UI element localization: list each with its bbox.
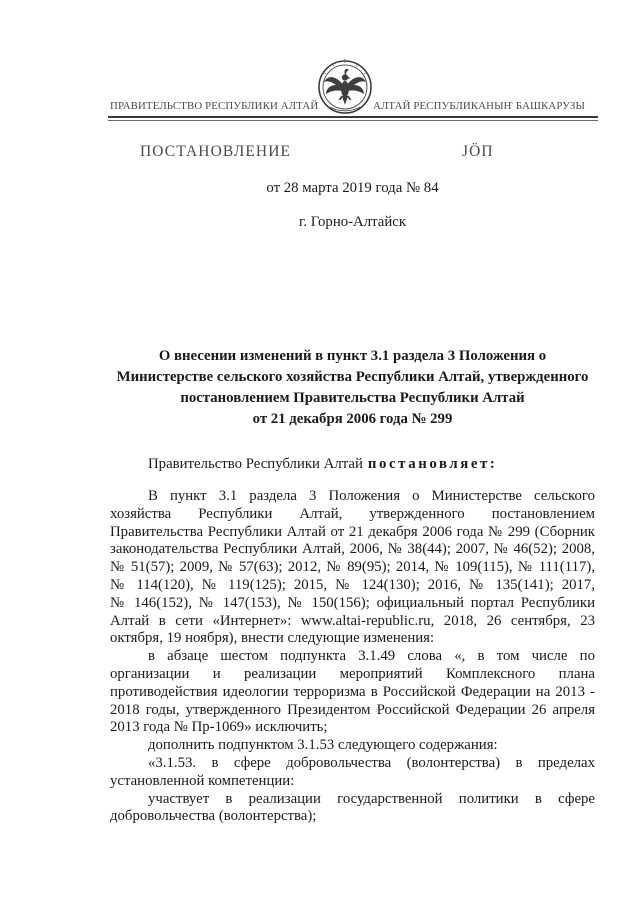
preamble <box>148 455 497 473</box>
text-line: установленной компетенции: <box>110 772 295 789</box>
text-line: № 146(152), № 147(153), № 150(156); официальный портал Республики <box>110 594 595 611</box>
header-rule-thin <box>108 120 598 121</box>
text-line: хозяйства Республики Алтай, утвержденного постановлением <box>110 505 595 522</box>
text-line: Правительства Республики Алтай от 21 декабря 2006 года № 299 (Сборник <box>110 523 595 540</box>
document-city: г. Горно-Алтайск <box>298 214 407 230</box>
paragraph <box>110 755 595 791</box>
document-title <box>110 346 595 430</box>
paragraph <box>110 737 595 755</box>
text-line: октября, 19 ноября), внести следующие изменения: <box>110 630 435 647</box>
text-line: Алтай в сети «Интернет»: www.altai-republic.ru, 2018, 26 сентября, 23 <box>110 612 595 629</box>
text-line: в абзаце шестом подпункта 3.1.49 слова «, в том числе по <box>148 648 595 665</box>
text-line: В пункт 3.1 раздела 3 Положения о Министерстве сельского <box>148 488 595 504</box>
paragraph <box>110 488 595 648</box>
text-line: добровольчества (волонтерства); <box>110 808 317 825</box>
body-text <box>110 488 595 826</box>
document-type-title-altai: ЈӦП <box>462 143 494 160</box>
title-line: О внесении изменений в пункт 3.1 раздела 3 Положения о <box>158 348 547 364</box>
document-date-number: от 28 марта 2019 года № 84 <box>266 180 439 196</box>
header-rule-thick <box>108 116 598 118</box>
paragraph <box>110 648 595 737</box>
text-line: 2013 года № Пр-1069» исключить; <box>110 719 328 736</box>
text-line: законодательства Республики Алтай, 2006, № 38(44); 2007, № 46(52); 2008, <box>110 541 595 558</box>
header-government-name-altai: АЛТАЙ РЕСПУБЛИКАНЫҤ БАШКАРУЗЫ <box>373 100 586 112</box>
text-line: № 51(57); 2009, № 57(63); 2012, № 89(95); 2014, № 109(115), № 111(117), <box>110 559 595 576</box>
text-line: участвует в реализации государственной политики в сфере <box>148 790 595 807</box>
text-line: 2018 годы, утвержденного Президентом Российской Федерации 26 апреля <box>110 701 595 718</box>
coat-of-arms-emblem-icon <box>314 57 376 117</box>
text-line: «3.1.53. в сфере добровольчества (волонтерства) в пределах <box>148 754 595 771</box>
title-line: Министерстве сельского хозяйства Республики Алтай, утвержденного <box>116 369 589 385</box>
text-line: дополнить подпунктом 3.1.53 следующего содержания: <box>148 737 498 754</box>
title-line: от 21 декабря 2006 года № 299 <box>252 411 453 427</box>
title-line: постановлением Правительства Республики Алтай <box>180 390 525 406</box>
preamble-subject: Правительство Республики Алтай <box>148 456 363 472</box>
text-line: № 114(120), № 119(125); 2015, № 124(130); 2016, № 135(141); 2017, <box>110 576 595 593</box>
document-type-title: ПОСТАНОВЛЕНИЕ <box>140 143 292 160</box>
preamble-verb: постановляет: <box>367 456 498 472</box>
paragraph <box>110 791 595 827</box>
text-line: противодействия идеологии терроризма в Российской Федерации на 2013 - <box>110 683 595 700</box>
text-line: организации и реализации мероприятий Комплексного плана <box>110 665 595 682</box>
header-government-name: ПРАВИТЕЛЬСТВО РЕСПУБЛИКИ АЛТАЙ <box>110 100 319 112</box>
